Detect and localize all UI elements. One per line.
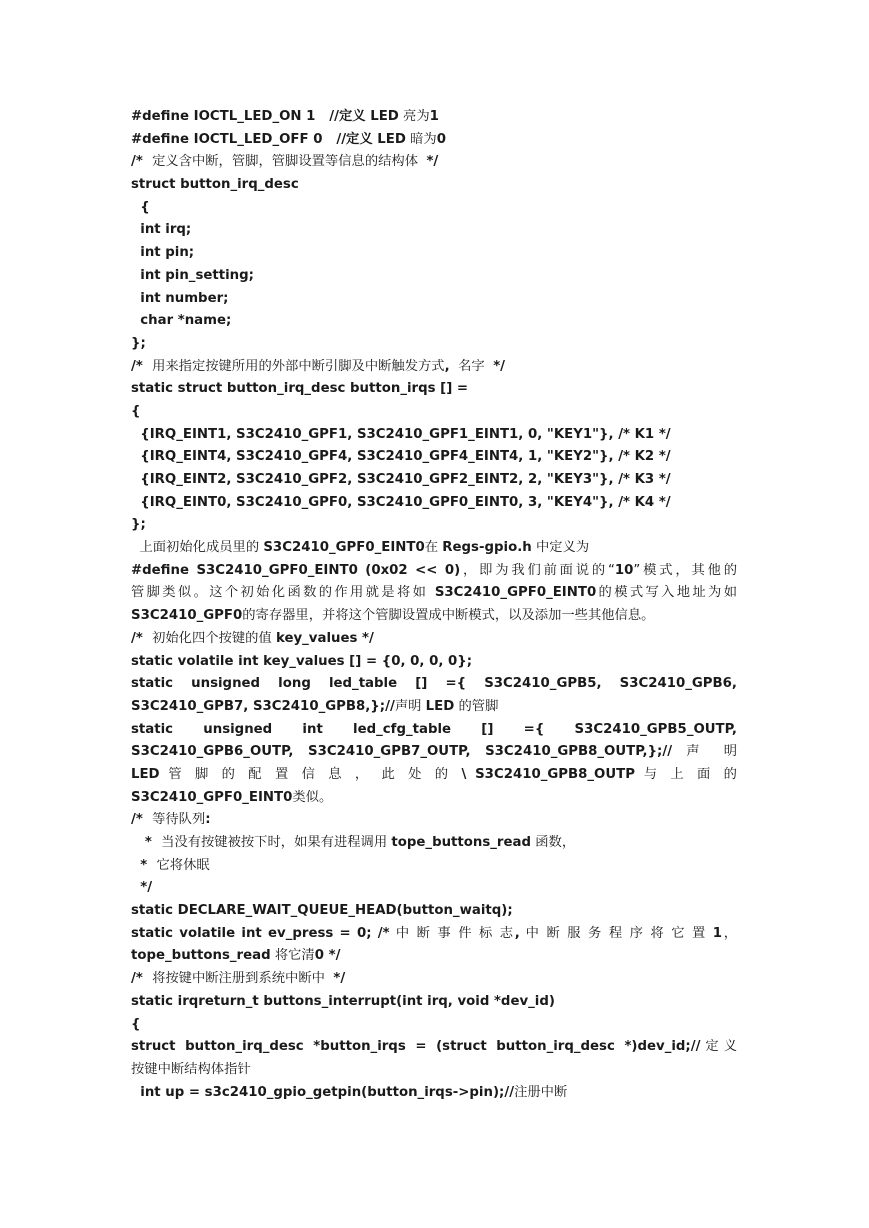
text-run: 中 断 事 件 标 志 xyxy=(395,925,515,941)
text-line xyxy=(131,719,737,742)
text-run: 管脚类似。这个初始化函数的作用就是将如 xyxy=(131,585,435,601)
text-run: 定义 xyxy=(700,1039,737,1055)
text-run: {IRQ_EINT1, S3C2410_GPF1, S3C2410_GPF1_EINT1, 0, "KEY1"}, /* K1 */ xyxy=(131,426,671,442)
text-run: #define IOCTL_LED_OFF 0 xyxy=(131,131,337,147)
text-line xyxy=(131,174,737,197)
text-line xyxy=(131,1014,737,1037)
text-run: // xyxy=(662,744,673,760)
text-line xyxy=(131,469,737,492)
text-run: 函数， xyxy=(531,835,576,850)
text-run: #define IOCTL_LED_ON 1 xyxy=(131,109,330,124)
text-run: // xyxy=(690,1039,701,1055)
text-run: 定义含中断，管脚，管脚设置等信息的结构体 xyxy=(152,154,427,170)
text-run: S3C2410_GPF0_EINT0 xyxy=(263,540,425,556)
text-run: S3C2410_GPB7, S3C2410_GPB8,}; xyxy=(131,698,386,714)
text-run: ，即为我们前面说的“ xyxy=(460,562,615,578)
text-run: struct button_irq_desc xyxy=(131,177,299,193)
text-run: static irqreturn_t buttons_interrupt(int irq, void *dev_id) xyxy=(131,993,555,1009)
text-run: \ xyxy=(461,766,467,782)
text-line xyxy=(131,288,737,311)
text-run: 中定义为 xyxy=(531,540,590,556)
text-line xyxy=(131,968,737,991)
text-run: static volatile int ev_press = 0; /* xyxy=(131,925,396,941)
text-line xyxy=(131,265,737,288)
text-run: 0 xyxy=(436,131,446,147)
text-run: {IRQ_EINT4, S3C2410_GPF4, S3C2410_GPF4_EINT4, 1, "KEY2"}, /* K2 */ xyxy=(131,449,671,465)
text-line xyxy=(131,446,737,469)
text-line xyxy=(131,310,737,333)
text-run: struct button_irq_desc *button_irqs = (struct button_irq_desc *)dev_id; xyxy=(131,1039,691,1055)
text-run: 1 xyxy=(712,925,723,941)
text-run: 上面初始化成员里的 xyxy=(131,540,264,556)
text-run: { xyxy=(131,403,141,419)
text-run: LED xyxy=(370,109,399,124)
text-run: */ xyxy=(333,971,346,987)
text-run: {IRQ_EINT0, S3C2410_GPF0, S3C2410_GPF0_EINT0, 3, "KEY4"}, /* K4 */ xyxy=(131,494,671,510)
text-line xyxy=(131,333,737,356)
text-run: int pin_setting; xyxy=(131,267,254,283)
text-line xyxy=(131,106,737,129)
text-run: static volatile int key_values [] = {0, 0, 0, 0}; xyxy=(131,653,473,669)
text-line xyxy=(131,1036,737,1059)
text-line xyxy=(131,651,737,674)
text-run: 按键中断结构体指针 xyxy=(131,1061,251,1077)
text-run: 声 明 xyxy=(672,744,737,760)
text-run: //定义 xyxy=(329,109,371,124)
text-run: Regs-gpio.h xyxy=(442,540,532,556)
text-line xyxy=(131,151,737,174)
text-line xyxy=(131,923,737,946)
text-run: S3C2410_GPF0_EINT0 xyxy=(131,789,293,805)
text-line xyxy=(131,242,737,265)
text-run: */ xyxy=(131,880,153,896)
text-run: static unsigned long led_table [] ={ S3C2410_GPB5, S3C2410_GPB6, xyxy=(131,676,737,692)
text-run: char *name; xyxy=(131,313,232,329)
text-run: * xyxy=(131,857,157,873)
text-run: int pin; xyxy=(131,245,195,261)
text-run: 在 xyxy=(424,540,443,556)
text-run: 将按键中断注册到系统中断中 xyxy=(152,971,334,987)
text-run: }; xyxy=(131,517,146,533)
text-run: 当没有按键被按下时，如果有进程调用 xyxy=(161,835,392,850)
text-run: 10 xyxy=(614,562,634,578)
text-run: , xyxy=(514,925,520,941)
text-run: /* xyxy=(131,154,153,170)
text-line xyxy=(131,809,737,832)
text-line xyxy=(131,560,737,583)
text-line xyxy=(131,401,737,424)
text-run: S3C2410_GPF0_EINT0 xyxy=(434,585,597,601)
text-run: * xyxy=(131,835,162,850)
text-run: /* xyxy=(131,812,153,828)
text-run: */ xyxy=(426,154,439,170)
text-run: 声明 xyxy=(394,698,426,714)
text-line xyxy=(131,945,737,968)
text-run: { xyxy=(131,1016,141,1032)
text-line xyxy=(131,855,737,878)
text-line xyxy=(131,628,737,651)
text-line xyxy=(131,1082,737,1105)
text-line xyxy=(131,673,737,696)
text-line xyxy=(131,787,737,810)
text-run: tope_buttons_read xyxy=(131,948,271,964)
text-run: #define S3C2410_GPF0_EINT0 (0x02 << 0) xyxy=(131,562,461,578)
text-run: }; xyxy=(131,335,146,351)
text-run: ”模式，其他的 xyxy=(633,562,737,578)
text-run: 的管脚 xyxy=(454,698,499,714)
text-run: S3C2410_GPF0 xyxy=(131,608,243,624)
text-run: 注册中断 xyxy=(514,1084,568,1100)
text-run: /* xyxy=(131,971,153,987)
text-run: 暗为 xyxy=(405,131,437,147)
text-line xyxy=(131,582,737,605)
text-run: 类似。 xyxy=(292,789,333,805)
text-run: 初始化四个按键的值 xyxy=(152,630,276,646)
text-run: static DECLARE_WAIT_QUEUE_HEAD(button_waitq); xyxy=(131,903,513,919)
text-run: S3C2410_GPB8_OUTP xyxy=(475,766,635,782)
text-run: 用来指定按键所用的外部中断引脚及中断触发方式 xyxy=(152,358,445,374)
text-run: ， xyxy=(722,925,737,941)
text-run: 管 脚 的 配 置 信 息 ， 此 处 的 xyxy=(159,766,462,782)
text-run: LED xyxy=(425,698,455,714)
text-run: 0 */ xyxy=(314,948,341,964)
text-run: 等待队列 xyxy=(152,812,206,828)
text-run: */ xyxy=(493,358,505,374)
text-line xyxy=(131,514,737,537)
text-run: 名字 xyxy=(449,358,494,374)
text-line xyxy=(131,991,737,1014)
text-run: : xyxy=(205,812,211,828)
text-line xyxy=(131,741,737,764)
text-line xyxy=(131,219,737,242)
text-run xyxy=(466,767,475,782)
text-run: // xyxy=(504,1084,515,1100)
text-run: //定义 xyxy=(336,131,378,147)
text-run: 中 断 服 务 程 序 将 它 置 xyxy=(519,925,713,941)
text-run: 它将休眠 xyxy=(156,857,210,873)
text-run: 的寄存器里，并将这个管脚设置成中断模式，以及添加一些其他信息。 xyxy=(242,608,655,624)
text-run: /* xyxy=(131,358,153,374)
text-run: tope_buttons_read xyxy=(391,835,531,850)
text-line xyxy=(131,877,737,900)
text-run: { xyxy=(131,199,150,215)
text-run: /* xyxy=(131,630,153,646)
text-line xyxy=(131,356,737,379)
text-run: , xyxy=(444,358,450,374)
text-run: LED xyxy=(131,766,160,782)
text-run: {IRQ_EINT2, S3C2410_GPF2, S3C2410_GPF2_EINT2, 2, "KEY3"}, /* K3 */ xyxy=(131,472,671,487)
text-run: 与 上 面 的 xyxy=(634,766,737,782)
text-run: key_values */ xyxy=(275,630,374,646)
text-line xyxy=(131,605,737,628)
text-line xyxy=(131,1059,737,1082)
text-line xyxy=(131,129,737,152)
text-run: int up = s3c2410_gpio_getpin(button_irqs->pin); xyxy=(131,1084,505,1100)
text-line xyxy=(131,900,737,923)
text-run: // xyxy=(385,698,395,714)
text-run: 1 xyxy=(429,109,439,124)
text-run: 亮为 xyxy=(398,109,430,124)
text-run: 将它清 xyxy=(270,948,315,964)
text-line xyxy=(131,764,737,787)
document-page xyxy=(131,106,737,1104)
text-run: int number; xyxy=(131,290,229,306)
text-run: int irq; xyxy=(131,222,192,238)
text-run: static struct button_irq_desc button_irqs [] = xyxy=(131,381,469,397)
text-line xyxy=(131,197,737,220)
text-line xyxy=(131,424,737,447)
text-line xyxy=(131,832,737,855)
text-run: static unsigned int led_cfg_table [] ={ S3C2410_GPB5_OUTP, xyxy=(131,721,737,737)
text-line xyxy=(131,378,737,401)
text-run: 的模式写入地址为如 xyxy=(596,585,737,601)
text-run: S3C2410_GPB6_OUTP, S3C2410_GPB7_OUTP, S3C2410_GPB8_OUTP,}; xyxy=(131,744,663,760)
text-line xyxy=(131,537,737,560)
text-run: LED xyxy=(377,131,406,147)
text-line xyxy=(131,492,737,515)
text-line xyxy=(131,696,737,719)
